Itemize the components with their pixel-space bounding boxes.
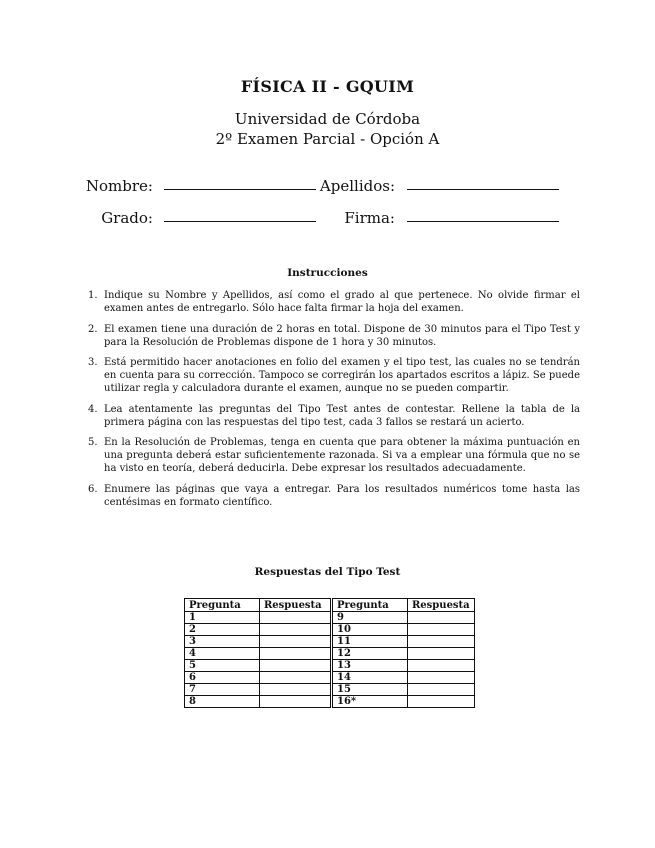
table-row xyxy=(185,636,475,648)
answer-cell[interactable] xyxy=(260,648,332,660)
instruction-item xyxy=(88,289,580,315)
header-respuesta: Respuesta xyxy=(408,599,475,612)
instruction-item xyxy=(88,356,580,395)
table-row xyxy=(185,624,475,636)
instruction-number: 2. xyxy=(88,323,98,335)
instructions-title: Instrucciones xyxy=(287,267,368,279)
instruction-item xyxy=(88,483,580,509)
firma-label: Firma: xyxy=(344,209,395,227)
question-number: 5 xyxy=(185,660,260,672)
instruction-text: Lea atentamente las preguntas del Tipo Test antes de contestar. Rellene la tabla de la primera página con las respuestas del tipo test, cada 3 fallos se restará un acierto. xyxy=(104,403,580,428)
instruction-text: En la Resolución de Problemas, tenga en cuenta que para obtener la máxima puntuación en una pregunta deberá estar suficientemente razonada. Si va a emplear una fórmula que no se ha visto en teoría, deberá deducirla. Debe expresar los resultados adecuadamente. xyxy=(104,437,580,474)
question-number: 11 xyxy=(332,636,408,648)
instruction-number: 3. xyxy=(88,357,98,368)
instruction-number: 1. xyxy=(88,290,98,301)
question-number: 10 xyxy=(332,624,408,636)
instruction-item xyxy=(88,436,580,475)
table-row xyxy=(185,684,475,696)
question-number: 3 xyxy=(185,636,260,648)
instruction-number: 5. xyxy=(88,437,98,448)
answer-cell[interactable] xyxy=(408,684,475,696)
table-row xyxy=(185,660,475,672)
instruction-text: Enumere las páginas que vaya a entregar. Para los resultados numéricos tome hasta las centésimas en formato científico. xyxy=(104,483,580,508)
answer-cell[interactable] xyxy=(408,696,475,708)
instruction-text: Está permitido hacer anotaciones en folio del examen y el tipo test, las cuales no se tendrán en cuenta para su corrección. Tampoco se corregirán los apartados escritos a lápiz. Se puede utilizar regla y calculadora durante el examen, aunque no se pueden compartir. xyxy=(104,357,580,394)
answer-cell[interactable] xyxy=(408,672,475,684)
answer-cell[interactable] xyxy=(260,624,332,636)
instruction-item xyxy=(88,403,580,429)
question-number: 15 xyxy=(332,684,408,696)
question-number: 1 xyxy=(185,612,260,624)
answer-cell[interactable] xyxy=(408,624,475,636)
answer-cell[interactable] xyxy=(408,612,475,624)
instruction-number: 6. xyxy=(88,483,98,495)
instruction-text: El examen tiene una duración de 2 horas en total. Dispone de 30 minutos para el Tipo Test y para la Resolución de Problemas dispone de 1 hora y 30 minutos. xyxy=(104,323,580,348)
answers-table-title: Respuestas del Tipo Test xyxy=(254,566,401,578)
exam-name: 2º Examen Parcial - Opción A xyxy=(215,130,440,148)
instruction-item xyxy=(88,323,580,349)
grado-line[interactable] xyxy=(164,221,316,222)
answer-cell[interactable] xyxy=(260,684,332,696)
header-respuesta: Respuesta xyxy=(260,599,332,612)
grado-label: Grado: xyxy=(101,209,153,227)
answers-table xyxy=(184,598,475,708)
instruction-text: Indique su Nombre y Apellidos, así como el grado al que pertenece. No olvide firmar el examen antes de entregarlo. Sólo hace falta firmar la hoja del examen. xyxy=(104,290,580,314)
question-number: 13 xyxy=(332,660,408,672)
question-number: 6 xyxy=(185,672,260,684)
question-number: 8 xyxy=(185,696,260,708)
question-number: 16* xyxy=(332,696,408,708)
table-row xyxy=(185,648,475,660)
header-pregunta: Pregunta xyxy=(332,599,408,612)
answer-cell[interactable] xyxy=(408,636,475,648)
table-header-row xyxy=(185,599,475,612)
table-row xyxy=(185,696,475,708)
answer-cell[interactable] xyxy=(260,672,332,684)
answer-cell[interactable] xyxy=(408,660,475,672)
answer-cell[interactable] xyxy=(260,660,332,672)
question-number: 7 xyxy=(185,684,260,696)
nombre-line[interactable] xyxy=(164,189,316,190)
answer-cell[interactable] xyxy=(260,612,332,624)
nombre-label: Nombre: xyxy=(85,177,153,195)
question-number: 4 xyxy=(185,648,260,660)
table-row xyxy=(185,672,475,684)
firma-line[interactable] xyxy=(407,221,559,222)
apellidos-label: Apellidos: xyxy=(319,177,395,195)
university-name: Universidad de Córdoba xyxy=(234,110,421,128)
exam-title: FÍSICA II - GQUIM xyxy=(240,77,415,96)
header-pregunta: Pregunta xyxy=(185,599,260,612)
question-number: 12 xyxy=(332,648,408,660)
instructions-list xyxy=(88,289,580,516)
question-number: 2 xyxy=(185,624,260,636)
answer-cell[interactable] xyxy=(260,696,332,708)
question-number: 9 xyxy=(332,612,408,624)
table-row xyxy=(185,612,475,624)
apellidos-line[interactable] xyxy=(407,189,559,190)
answer-cell[interactable] xyxy=(408,648,475,660)
answer-cell[interactable] xyxy=(260,636,332,648)
question-number: 14 xyxy=(332,672,408,684)
instruction-number: 4. xyxy=(88,403,98,415)
